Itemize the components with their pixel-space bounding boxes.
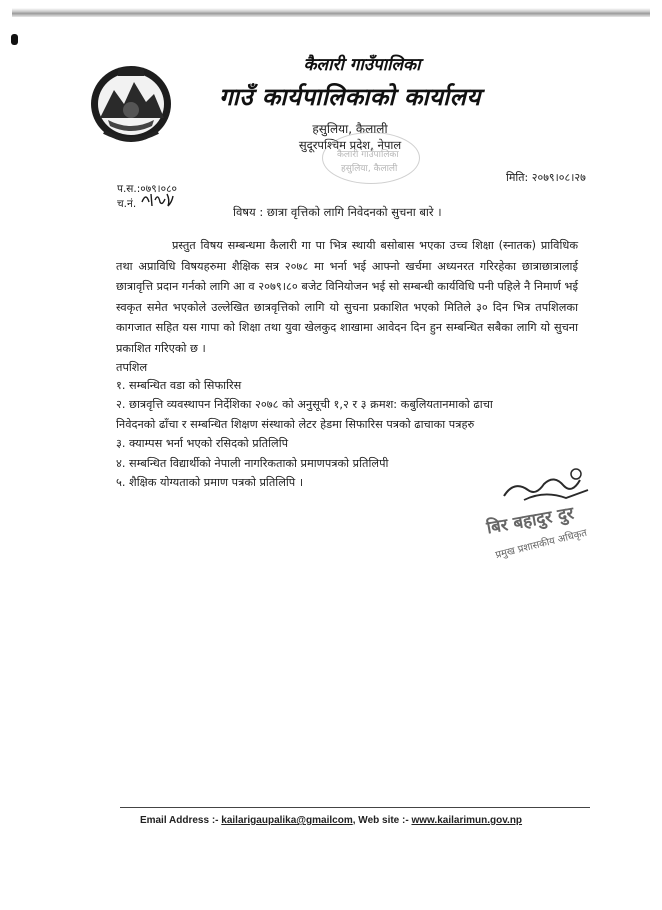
address-line-2: सुदूरपश्चिम प्रदेश, नेपाल: [298, 138, 402, 152]
list-item: निवेदनको ढाँचा र सम्बन्धित शिक्षण संस्थाको लेटर हेडमा सिफारिस पत्रको ढाचाका पत्रहरु: [116, 417, 475, 431]
office-name: गाउँ कार्यपालिकाको कार्यालय: [219, 83, 481, 111]
dispatch-number-label: च.नं.: [117, 198, 137, 210]
nepal-government-emblem-icon: [88, 60, 174, 146]
letter-body: [116, 236, 578, 360]
body-paragraph: प्रस्तुत विषय सम्बन्धमा कैलारी गा पा भित्र स्थायी बसोबास भएका उच्च शिक्षा (स्नातक) प्राविधिक तथा अप्राविधि विषयहरुमा शैक्षिक सत्र २०७८ मा भर्ना भई आफ्नो खर्चमा अध्यनरत गरिरहेका छात्राछात्रालाई छात्रावृत्ति प्रदान गर्नको लागि आ व २०७९।८० बजेट विनियोजन भई सो सम्बन्धी कार्यविधि पनी पहिले नै निमार्ण भई स्वकृत समेत भएकोले उल्लेखित छात्रवृत्तिको लागि यो सुचना प्रकाशित भएको मितिले ३० दिन भित्र तपशिलका कागजात सहित यस गापा को शिक्षा तथा युवा खेलकुद शाखामा आवेदन दिन हुन सम्बन्धित सबैका लागि यो सुचना प्रकाशित गरिएको छ ।: [116, 239, 578, 355]
office-stamp-ghost: [322, 132, 420, 184]
list-item: ५. शैक्षिक योग्यताको प्रमाण पत्रको प्रतिलिपि ।: [116, 476, 304, 490]
stamp-text-2: हसुलिया, कैलाली: [341, 164, 398, 174]
list-item: १. सम्बन्धित वडा को सिफारिस: [116, 379, 242, 392]
footer-divider: [120, 807, 590, 808]
handwritten-dispatch-number: [140, 190, 174, 208]
email-link[interactable]: kailarigaupalika@gmailcom: [221, 815, 353, 826]
signatory-title-stamp: प्रमुख प्रशासकीय अधिकृत: [494, 527, 589, 562]
footer-contact: [0, 815, 662, 826]
list-item: ३. क्याम्पस भर्ना भएको रसिदको प्रतिलिपि: [116, 437, 289, 451]
letter-date: मिति: २०७९।०८।२७: [506, 171, 586, 184]
address-line-1: हसुलिया, कैलाली: [312, 122, 388, 136]
stamp-text-1: कैलारी गाउँपालिका: [337, 150, 399, 160]
scan-top-edge: [12, 8, 650, 17]
reference-number: प.स.:०७९।०८०: [117, 183, 178, 195]
scan-corner-mark: [11, 34, 18, 45]
letter-subject: विषय : छात्रा वृत्तिको लागि निवेदनको सुचना बारे ।: [233, 205, 442, 219]
list-item: ४. सम्बन्धित विद्यार्थीको नेपाली नागरिकताको प्रमाणपत्रको प्रतिलिपी: [116, 456, 389, 470]
website-link[interactable]: www.kailarimun.gov.np: [411, 815, 523, 826]
list-item: २. छात्रवृत्ति व्यवस्थापन निर्देशिका २०७८ को अनुसूची १,२ र ३ क्रमश: कबुलियतानमाको ढाचा: [116, 398, 493, 412]
email-label: Email Address :-: [139, 815, 219, 826]
website-label: , Web site :-: [352, 815, 409, 826]
signatory-name-stamp: बिर बहादुर दुर: [485, 503, 576, 539]
municipality-name: कैलारी गाउँपालिका: [303, 55, 421, 75]
tapsil-heading: तपशिल: [116, 361, 148, 374]
